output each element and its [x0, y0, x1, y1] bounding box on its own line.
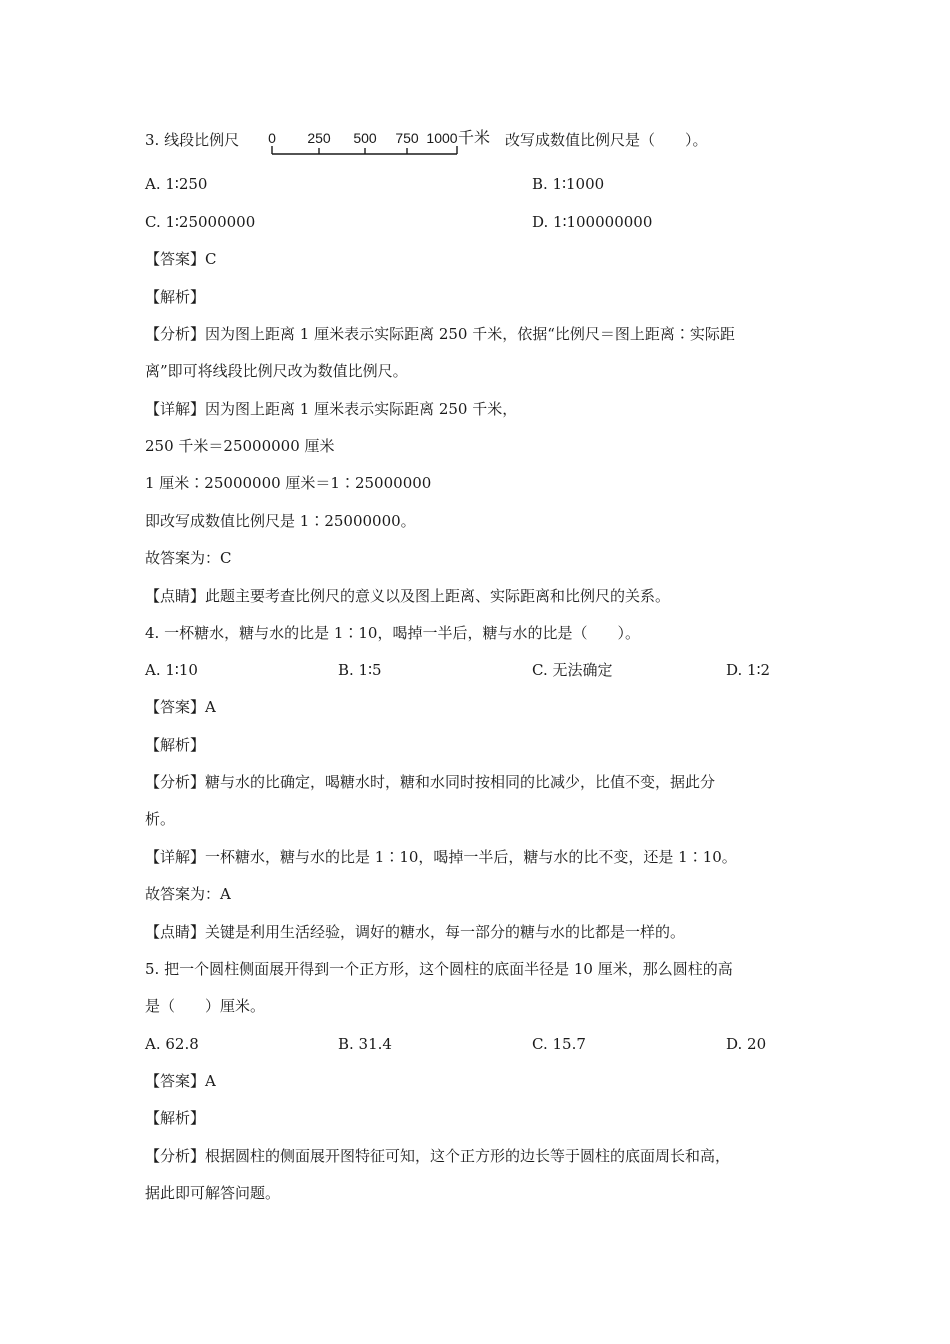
q5-option-d: D. 20 — [726, 1035, 767, 1053]
q3-analysis-line-1: 【分析】因为图上距离 1 厘米表示实际距离 250 千米，依据“比例尺＝图上距离∶实际距 — [145, 325, 735, 343]
q4-option-c: C. 无法确定 — [532, 661, 613, 679]
q3-detail-line-4: 即改写成数值比例尺是 1∶25000000。 — [145, 512, 416, 530]
q4-answer: 【答案】A — [145, 698, 216, 716]
q5-option-c: C. 15.7 — [532, 1035, 586, 1053]
scale-label-500: 500 — [353, 130, 377, 146]
scale-unit: 千米 — [458, 130, 491, 147]
scale-label-750: 750 — [395, 130, 419, 146]
q3-detail-line-1: 【详解】因为图上距离 1 厘米表示实际距离 250 千米， — [145, 400, 518, 418]
q4-analysis-line-2: 析。 — [145, 810, 176, 828]
q3-answer: 【答案】C — [145, 250, 217, 268]
q3-option-b: B. 1∶1000 — [532, 175, 605, 193]
q5-option-b: B. 31.4 — [338, 1035, 392, 1053]
q4-detail: 【详解】一杯糖水，糖与水的比是 1∶10，喝掉一半后，糖与水的比不变，还是 1∶10。 — [145, 848, 737, 866]
q3-stem-suffix: 改写成数值比例尺是（ ）。 — [505, 131, 708, 149]
q3-detail-line-3: 1 厘米∶25000000 厘米＝1∶25000000 — [145, 474, 432, 492]
q5-answer: 【答案】A — [145, 1072, 216, 1090]
q4-final-answer: 故答案为：A — [145, 885, 231, 903]
q5-stem-line-2: 是（ ）厘米。 — [145, 997, 266, 1015]
q4-option-b: B. 1∶5 — [338, 661, 382, 679]
q4-option-d: D. 1∶2 — [726, 661, 771, 679]
q3-key-point: 【点睛】此题主要考查比例尺的意义以及图上距离、实际距离和比例尺的关系。 — [145, 587, 671, 605]
q5-option-a: A. 62.8 — [145, 1035, 199, 1053]
line-scale-diagram — [262, 128, 502, 158]
q4-jiexi: 【解析】 — [145, 736, 206, 754]
q3-option-d: D. 1∶100000000 — [532, 213, 653, 231]
q4-stem: 4. 一杯糖水，糖与水的比是 1∶10，喝掉一半后，糖与水的比是（ ）。 — [145, 624, 640, 642]
q3-final-answer: 故答案为：C — [145, 549, 232, 567]
q5-analysis-line-2: 据此即可解答问题。 — [145, 1184, 281, 1202]
q4-option-a: A. 1∶10 — [145, 661, 198, 679]
scale-label-0: 0 — [268, 130, 276, 146]
q5-jiexi: 【解析】 — [145, 1109, 206, 1127]
q4-analysis-line-1: 【分析】糖与水的比确定，喝糖水时，糖和水同时按相同的比减少，比值不变，据此分 — [145, 773, 716, 791]
scale-label-250: 250 — [307, 130, 331, 146]
q3-jiexi: 【解析】 — [145, 288, 206, 306]
q3-analysis-line-2: 离”即可将线段比例尺改为数值比例尺。 — [145, 362, 408, 380]
q4-key-point: 【点睛】关键是利用生活经验，调好的糖水，每一部分的糖与水的比都是一样的。 — [145, 923, 686, 941]
q3-stem-prefix: 3. 线段比例尺 — [145, 131, 240, 149]
q5-analysis-line-1: 【分析】根据圆柱的侧面展开图特征可知，这个正方形的边长等于圆柱的底面周长和高， — [145, 1147, 731, 1165]
scale-label-1000: 1000 — [426, 130, 458, 146]
q3-option-c: C. 1∶25000000 — [145, 213, 256, 231]
q5-stem-line-1: 5. 把一个圆柱侧面展开得到一个正方形，这个圆柱的底面半径是 10 厘米，那么圆柱的高 — [145, 960, 733, 978]
q3-detail-line-2: 250 千米＝25000000 厘米 — [145, 437, 335, 455]
q3-option-a: A. 1∶250 — [145, 175, 208, 193]
